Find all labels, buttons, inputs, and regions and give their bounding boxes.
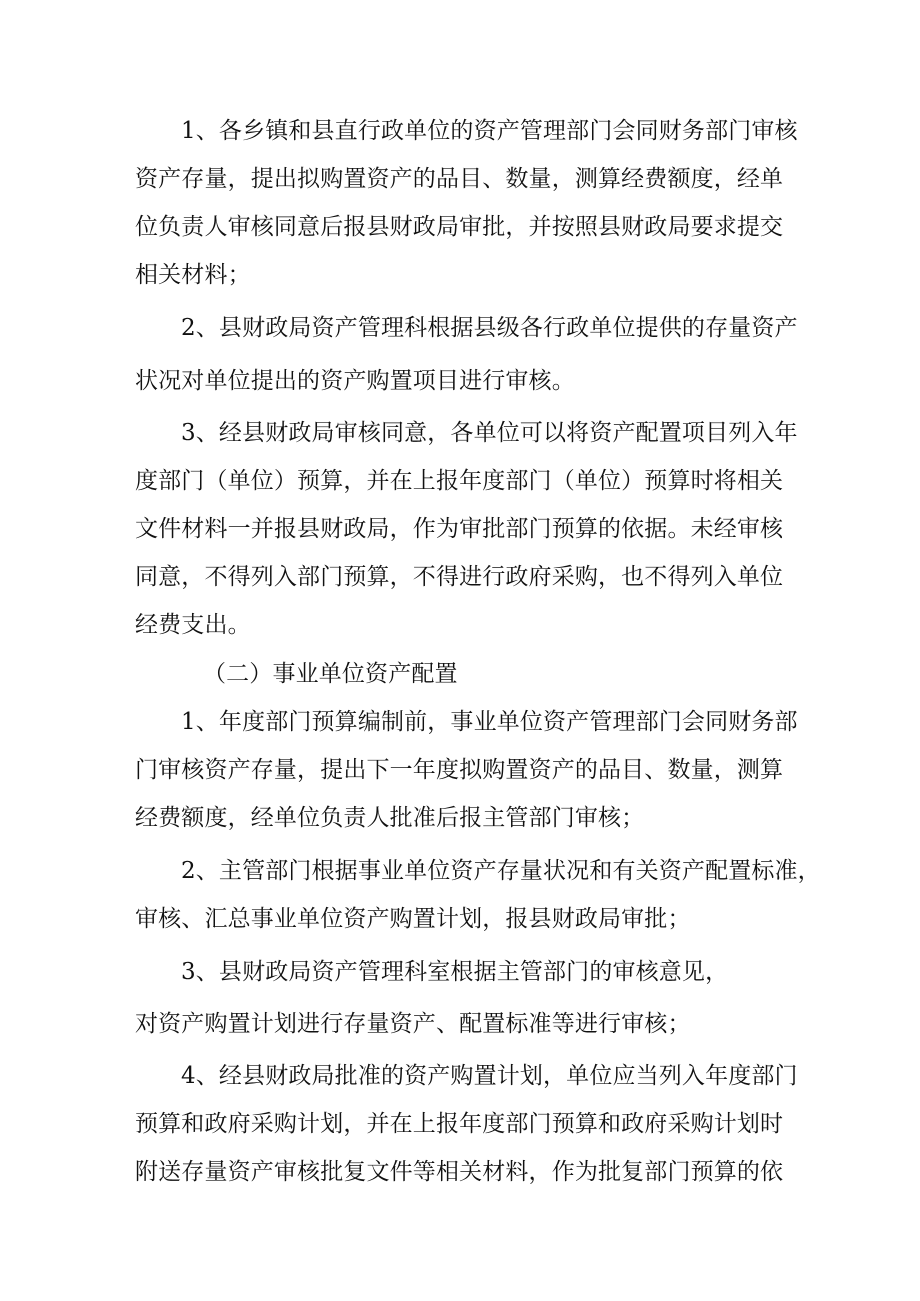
paragraph-line: 2、县财政局资产管理科根据县级各行政单位提供的存量资产 — [181, 315, 798, 341]
paragraph-line: 3、县财政局资产管理科室根据主管部门的审核意见， — [181, 959, 729, 985]
paragraph-line: 审核、汇总事业单位资产购置计划，报县财政局审批； — [135, 906, 691, 932]
paragraph-line: 同意，不得列入部门预算，不得进行政府采购，也不得列入单位 — [135, 564, 784, 590]
paragraph-line: 门审核资产存量，提出下一年度拟购置资产的品目、数量，测算 — [135, 757, 784, 783]
paragraph-line: 预算和政府采购计划，并在上报年度部门预算和政府采购计划时 — [135, 1111, 784, 1137]
paragraph-line: 1、年度部门预算编制前，事业单位资产管理部门会同财务部 — [181, 709, 798, 735]
paragraph-line: 4、经县财政局批准的资产购置计划，单位应当列入年度部门 — [181, 1063, 798, 1089]
paragraph-line: 文件材料一并报县财政局，作为审批部门预算的依据。未经审核 — [135, 516, 784, 542]
paragraph-line: 经费额度，经单位负责人批准后报主管部门审核； — [135, 805, 645, 831]
paragraph-line: 1、各乡镇和县直行政单位的资产管理部门会同财务部门审核 — [181, 118, 798, 144]
paragraph-line: 位负责人审核同意后报县财政局审批，并按照县财政局要求提交 — [135, 214, 784, 240]
section-heading: （二）事业单位资产配置 — [203, 661, 458, 687]
paragraph-line: 状况对单位提出的资产购置项目进行审核。 — [135, 368, 575, 394]
paragraph-line: 度部门（单位）预算，并在上报年度部门（单位）预算时将相关 — [135, 468, 784, 494]
paragraph-line: 相关材料； — [135, 262, 251, 288]
paragraph-line: 附送存量资产审核批复文件等相关材料，作为批复部门预算的依 — [135, 1159, 784, 1185]
paragraph-line: 对资产购置计划进行存量资产、配置标准等进行审核； — [135, 1011, 691, 1037]
paragraph-line: 2、主管部门根据事业单位资产存量状况和有关资产配置标准， — [181, 858, 821, 884]
paragraph-line: 经费支出。 — [135, 612, 251, 638]
paragraph-line: 3、经县财政局审核同意，各单位可以将资产配置项目列入年 — [181, 420, 798, 446]
paragraph-line: 资产存量，提出拟购置资产的品目、数量，测算经费额度，经单 — [135, 166, 784, 192]
